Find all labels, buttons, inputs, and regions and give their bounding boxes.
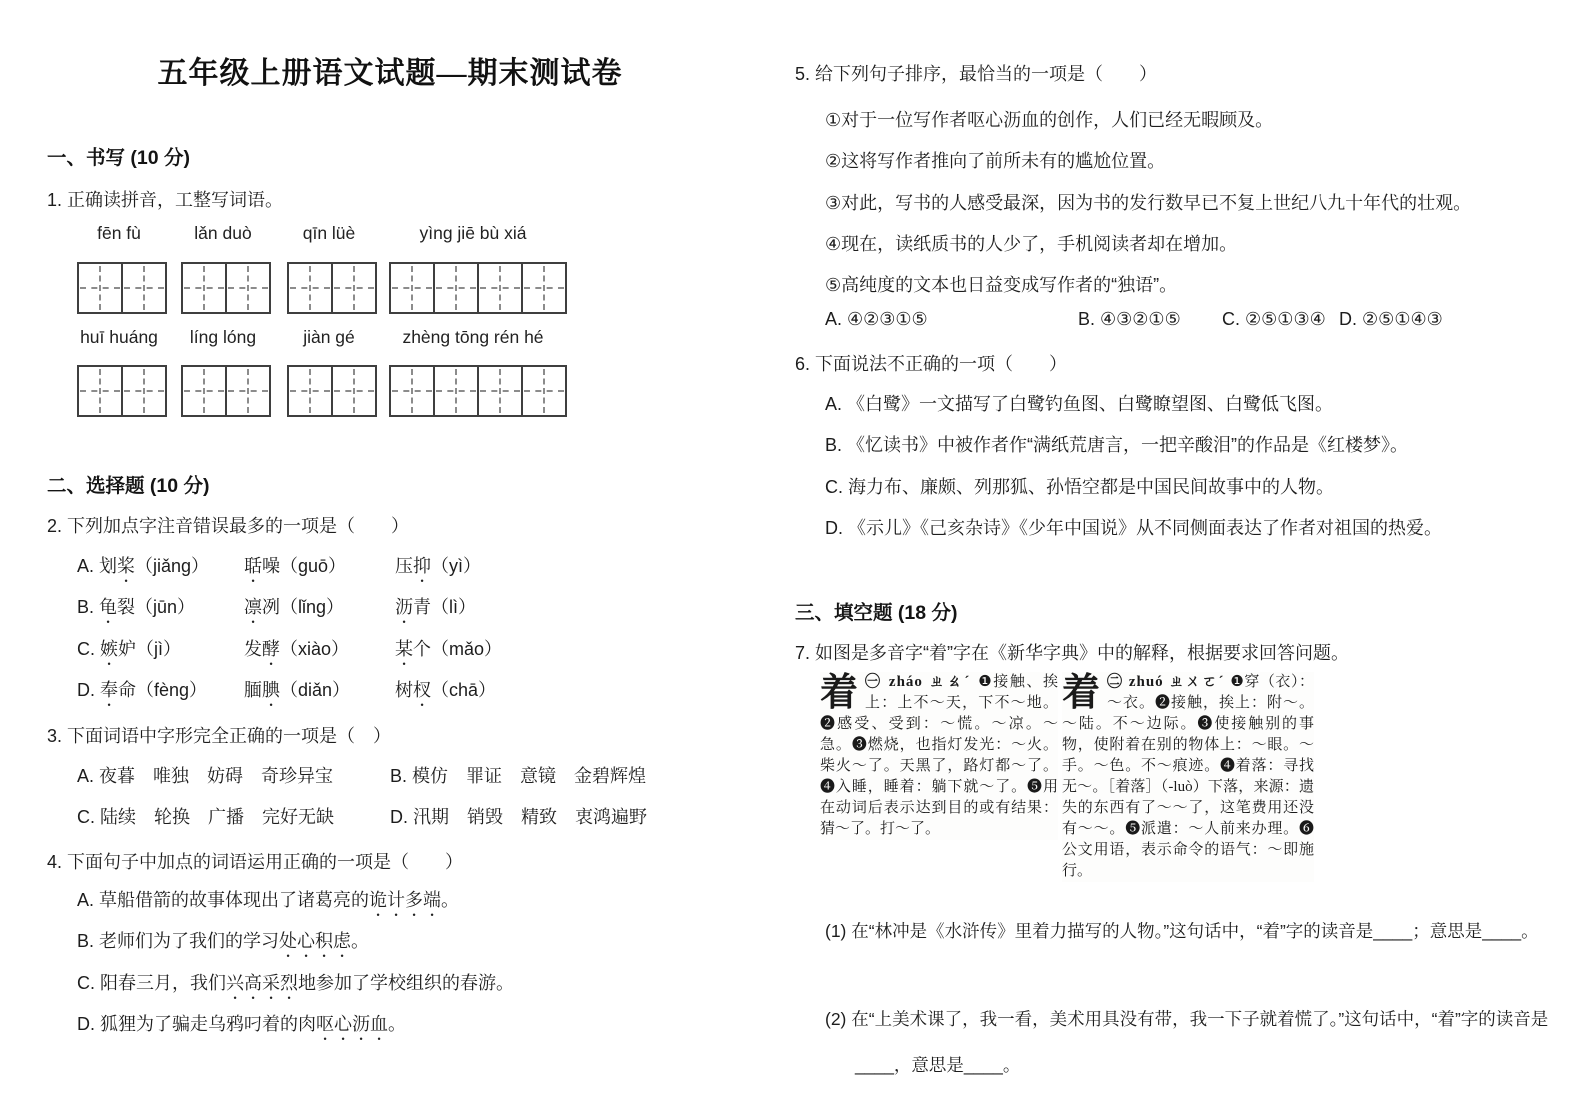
text-segment: 发 [244,638,262,659]
text-segment: 命（fèng） [118,679,208,700]
text-segment: 某 [395,638,413,659]
text-segment: 凛 [244,597,262,618]
pinyin-label: huī huáng [80,327,158,347]
text-segment: A. 草船借箭的故事体现出了诸葛亮的 [77,890,370,910]
writing-cell [121,367,165,415]
text-segment: D. 狐狸为了骗走乌鸦叼着的肉 [77,1013,316,1034]
text-segment: 压 [395,556,413,576]
q2-option-row-c [77,635,502,676]
question7-stem: 7. 如图是多音字“着”字在《新华字典》中的解释，根据要求回答问题。 [795,643,1349,663]
writing-cell [331,264,375,312]
q2-word [77,676,244,710]
q3-option-d: D. 汛期 销毁 精致 衷鸿遍野 [390,807,647,828]
writing-cell [521,264,565,312]
question5-choices [825,309,1443,330]
text-segment: 个（mǎo） [413,638,503,659]
pinyin-label: fēn fù [97,223,141,243]
writing-cell [289,264,331,312]
section2-heading: 二、选择题 (10 分) [47,475,210,497]
writing-cell [331,367,375,415]
q3-option-c: C. 陆续 轮换 广播 完好无缺 [77,807,334,828]
text-segment: 妒（jì） [118,638,182,659]
text-segment: 地参加了学校组织的春游。 [298,972,515,993]
dictionary-reading: ㊁ zhuó ㄓㄨㄛˊ [1107,674,1231,690]
writing-cell [521,367,565,415]
pinyin-label: líng lóng [189,327,257,347]
text-segment: C. [77,638,101,659]
q5-sentence-4: ④现在，读纸质书的人少了，手机阅读者却在增加。 [825,233,1238,254]
q2-option-row-d [77,676,502,717]
question2-stem: 2. 下列加点字注音错误最多的一项是（ ） [47,516,410,536]
text-segment: 。 [388,1013,406,1034]
text-segment: B. 老师们为了我们的学习 [77,931,280,952]
q6-option-b: B. 《忆读书》中被作者作“满纸荒唐言，一把辛酸泪”的作品是《红楼梦》。 [825,435,1408,456]
question5-stem: 5. 给下列句子排序，最恰当的一项是（ ） [795,64,1158,84]
writing-cell [225,264,269,312]
text-segment: 嫉 [100,638,119,659]
q5-sentence-5: ⑤高纯度的文本也日益变成写作者的“独语”。 [825,275,1178,296]
text-segment: A. 划 [77,556,118,576]
text-segment: 处心积虑 [279,931,352,952]
q4-option-d [77,1010,514,1051]
q2-word [244,676,395,710]
q3-option-row-2 [77,803,647,844]
text-segment: 腼 [244,679,262,700]
q5-choice-d: D. ②⑤①④③ [1339,309,1443,329]
section3-heading: 三、填空题 (18 分) [795,602,958,624]
dictionary-headword: 着 [820,672,859,714]
question4-options [77,886,514,1051]
question6-options [825,390,1442,555]
section1-heading: 一、书写 (10 分) [47,147,191,169]
dictionary-headword: 着 [1062,672,1101,714]
pinyin-label: yìng jiē bù xiá [419,223,527,243]
q2-word [244,635,395,669]
writing-grid-group [77,262,167,314]
text-segment: 腆 [262,679,280,700]
q5-sentence-2: ②这将写作者推向了前所未有的尴尬位置。 [825,151,1166,172]
q3-option-a: A. 夜暮 唯独 妨碍 奇珍异宝 [77,766,334,786]
q2-word [395,593,476,627]
writing-grid-group [181,262,271,314]
writing-cell [79,264,121,312]
question5-sentences [825,106,1471,312]
text-segment: 树 [395,679,413,700]
text-segment: （chā） [431,679,497,700]
question3-options [77,762,647,845]
pinyin-label: jiàn gé [303,327,355,347]
q2-word [395,635,502,669]
writing-grid-group [389,365,567,417]
q6-option-a: A. 《白鹭》一文描写了白鹭钓鱼图、白鹭瞭望图、白鹭低飞图。 [825,394,1334,414]
text-segment: 沥 [395,597,413,618]
text-segment: 抑 [413,556,431,576]
text-segment: 奉 [100,679,119,700]
q4-option-c [77,969,514,1010]
text-segment: B. [77,597,100,618]
question6-stem: 6. 下面说法不正确的一项（ ） [795,354,1068,374]
text-segment: 桨 [117,556,136,576]
page-title: 五年级上册语文试题—期末测试卷 [157,57,623,90]
writing-grid-group [389,262,567,314]
text-segment: 青（lì） [413,597,476,618]
question3-stem: 3. 下面词语中字形完全正确的一项是（ ） [47,726,392,746]
text-segment: 杈 [413,679,431,700]
text-segment: 酵 [262,638,280,659]
q2-word [244,593,395,627]
writing-grid-group [181,365,271,417]
q5-choice-a: A. ④②③①⑤ [825,309,928,329]
question2-options [77,552,502,717]
text-segment: 兴高采烈 [226,972,299,993]
pinyin-label: qīn lüè [302,223,356,243]
q2-word [77,552,244,586]
q2-option-row-b [77,593,502,634]
text-segment: （yì） [431,556,482,576]
q5-choice-b: B. ④③②①⑤ [1078,309,1181,329]
question1-stem: 1. 正确读拼音，工整写词语。 [47,190,284,210]
writing-cell [183,264,225,312]
text-segment: 。 [351,931,370,952]
dictionary-definitions: ❶穿（衣）：～衣。❷接触，挨上：附～。～陆。不～边际。❸使接触别的事物，使附着在别的物体上：～眼。～手。～色。不～痕迹。❹着落：寻找无～。［着落］（-luò）下落，来源：遗失的东西有了～～了，这笔费用还没有～～。❺派遣：～人前来办理。❻公文用语，表示命令的语气：～即施行。 [1062,674,1314,879]
writing-grid-group [77,365,167,417]
text-segment: （jiǎng） [135,556,210,576]
text-segment: （xiào） [280,638,350,659]
pinyin-label: lǎn duò [194,223,252,243]
q2-word [395,552,481,586]
q2-word [395,676,496,710]
text-segment: （diǎn） [280,679,351,700]
dictionary-reading: ㊀ zháo ㄓㄠˊ [865,674,979,690]
q7-subquestion-1: (1) 在“林冲是《水浒传》里着力描写的人物。”这句话中，“着”字的读音是____；意思是____。 [825,921,1539,941]
dictionary-entry-zhuo [1062,672,1314,882]
q2-word [244,552,395,586]
writing-cell [225,367,269,415]
q5-sentence-1: ①对于一位写作者呕心沥血的创作，人们已经无暇顾及。 [825,110,1274,130]
dictionary-entry-zhao [820,672,1058,840]
q4-option-b [77,927,514,968]
writing-cell [391,367,433,415]
q6-option-d: D. 《示儿》《己亥杂诗》《少年中国说》从不同侧面表达了作者对祖国的热爱。 [825,517,1442,538]
writing-cell [79,367,121,415]
q3-option-row-1 [77,762,647,803]
text-segment: 裂（jūn） [117,597,196,618]
dictionary-definitions: ❶接触、挨上：上不～天，下不～地。❷感受、受到：～慌。～凉。～急。❸燃烧，也指灯发光：～火。柴火～了。天黑了，路灯都～了。❹入睡，睡着：躺下就～了。❺用在动词后表示达到目的或有结果：猜～了。打～了。 [820,674,1058,837]
q4-option-a [77,886,514,927]
q6-option-c: C. 海力布、廉颇、列那狐、孙悟空都是中国民间故事中的人物。 [825,476,1334,497]
q2-word [77,635,244,669]
writing-cell [121,264,165,312]
writing-grid-group [287,365,377,417]
writing-cell [477,264,521,312]
writing-cell [433,367,477,415]
writing-cell [477,367,521,415]
q5-choice-c: C. ②⑤①③④ [1222,309,1326,329]
text-segment: 呕心沥血 [316,1013,388,1034]
text-segment: D. [77,679,101,700]
text-segment: C. 阳春三月，我们 [77,972,227,993]
text-segment: 诡计多端 [369,890,442,910]
writing-cell [289,367,331,415]
q2-word [77,593,244,627]
text-segment: 噪（guō） [262,556,347,576]
writing-cell [391,264,433,312]
text-segment: 龟 [99,597,118,618]
text-segment: 聒 [244,556,262,576]
text-segment: 冽（lǐng） [262,597,345,618]
writing-grid-group [287,262,377,314]
writing-cell [433,264,477,312]
writing-cell [183,367,225,415]
q5-sentence-3: ③对此，写书的人感受最深，因为书的发行数早已不复上世纪八九十年代的壮观。 [825,192,1472,213]
pinyin-label: zhèng tōng rén hé [402,327,544,347]
q2-option-row-a [77,552,502,593]
question4-stem: 4. 下面句子中加点的词语运用正确的一项是（ ） [47,852,464,872]
text-segment: 。 [441,890,460,910]
q3-option-b: B. 模仿 罪证 意镜 金碧辉煌 [390,766,647,786]
q7-subquestion-2: (2) 在“上美术课了，我一看，美术用具没有带，我一下子就着慌了。”这句话中，“着”字的读音是____，意思是____。 [825,1009,1549,1075]
